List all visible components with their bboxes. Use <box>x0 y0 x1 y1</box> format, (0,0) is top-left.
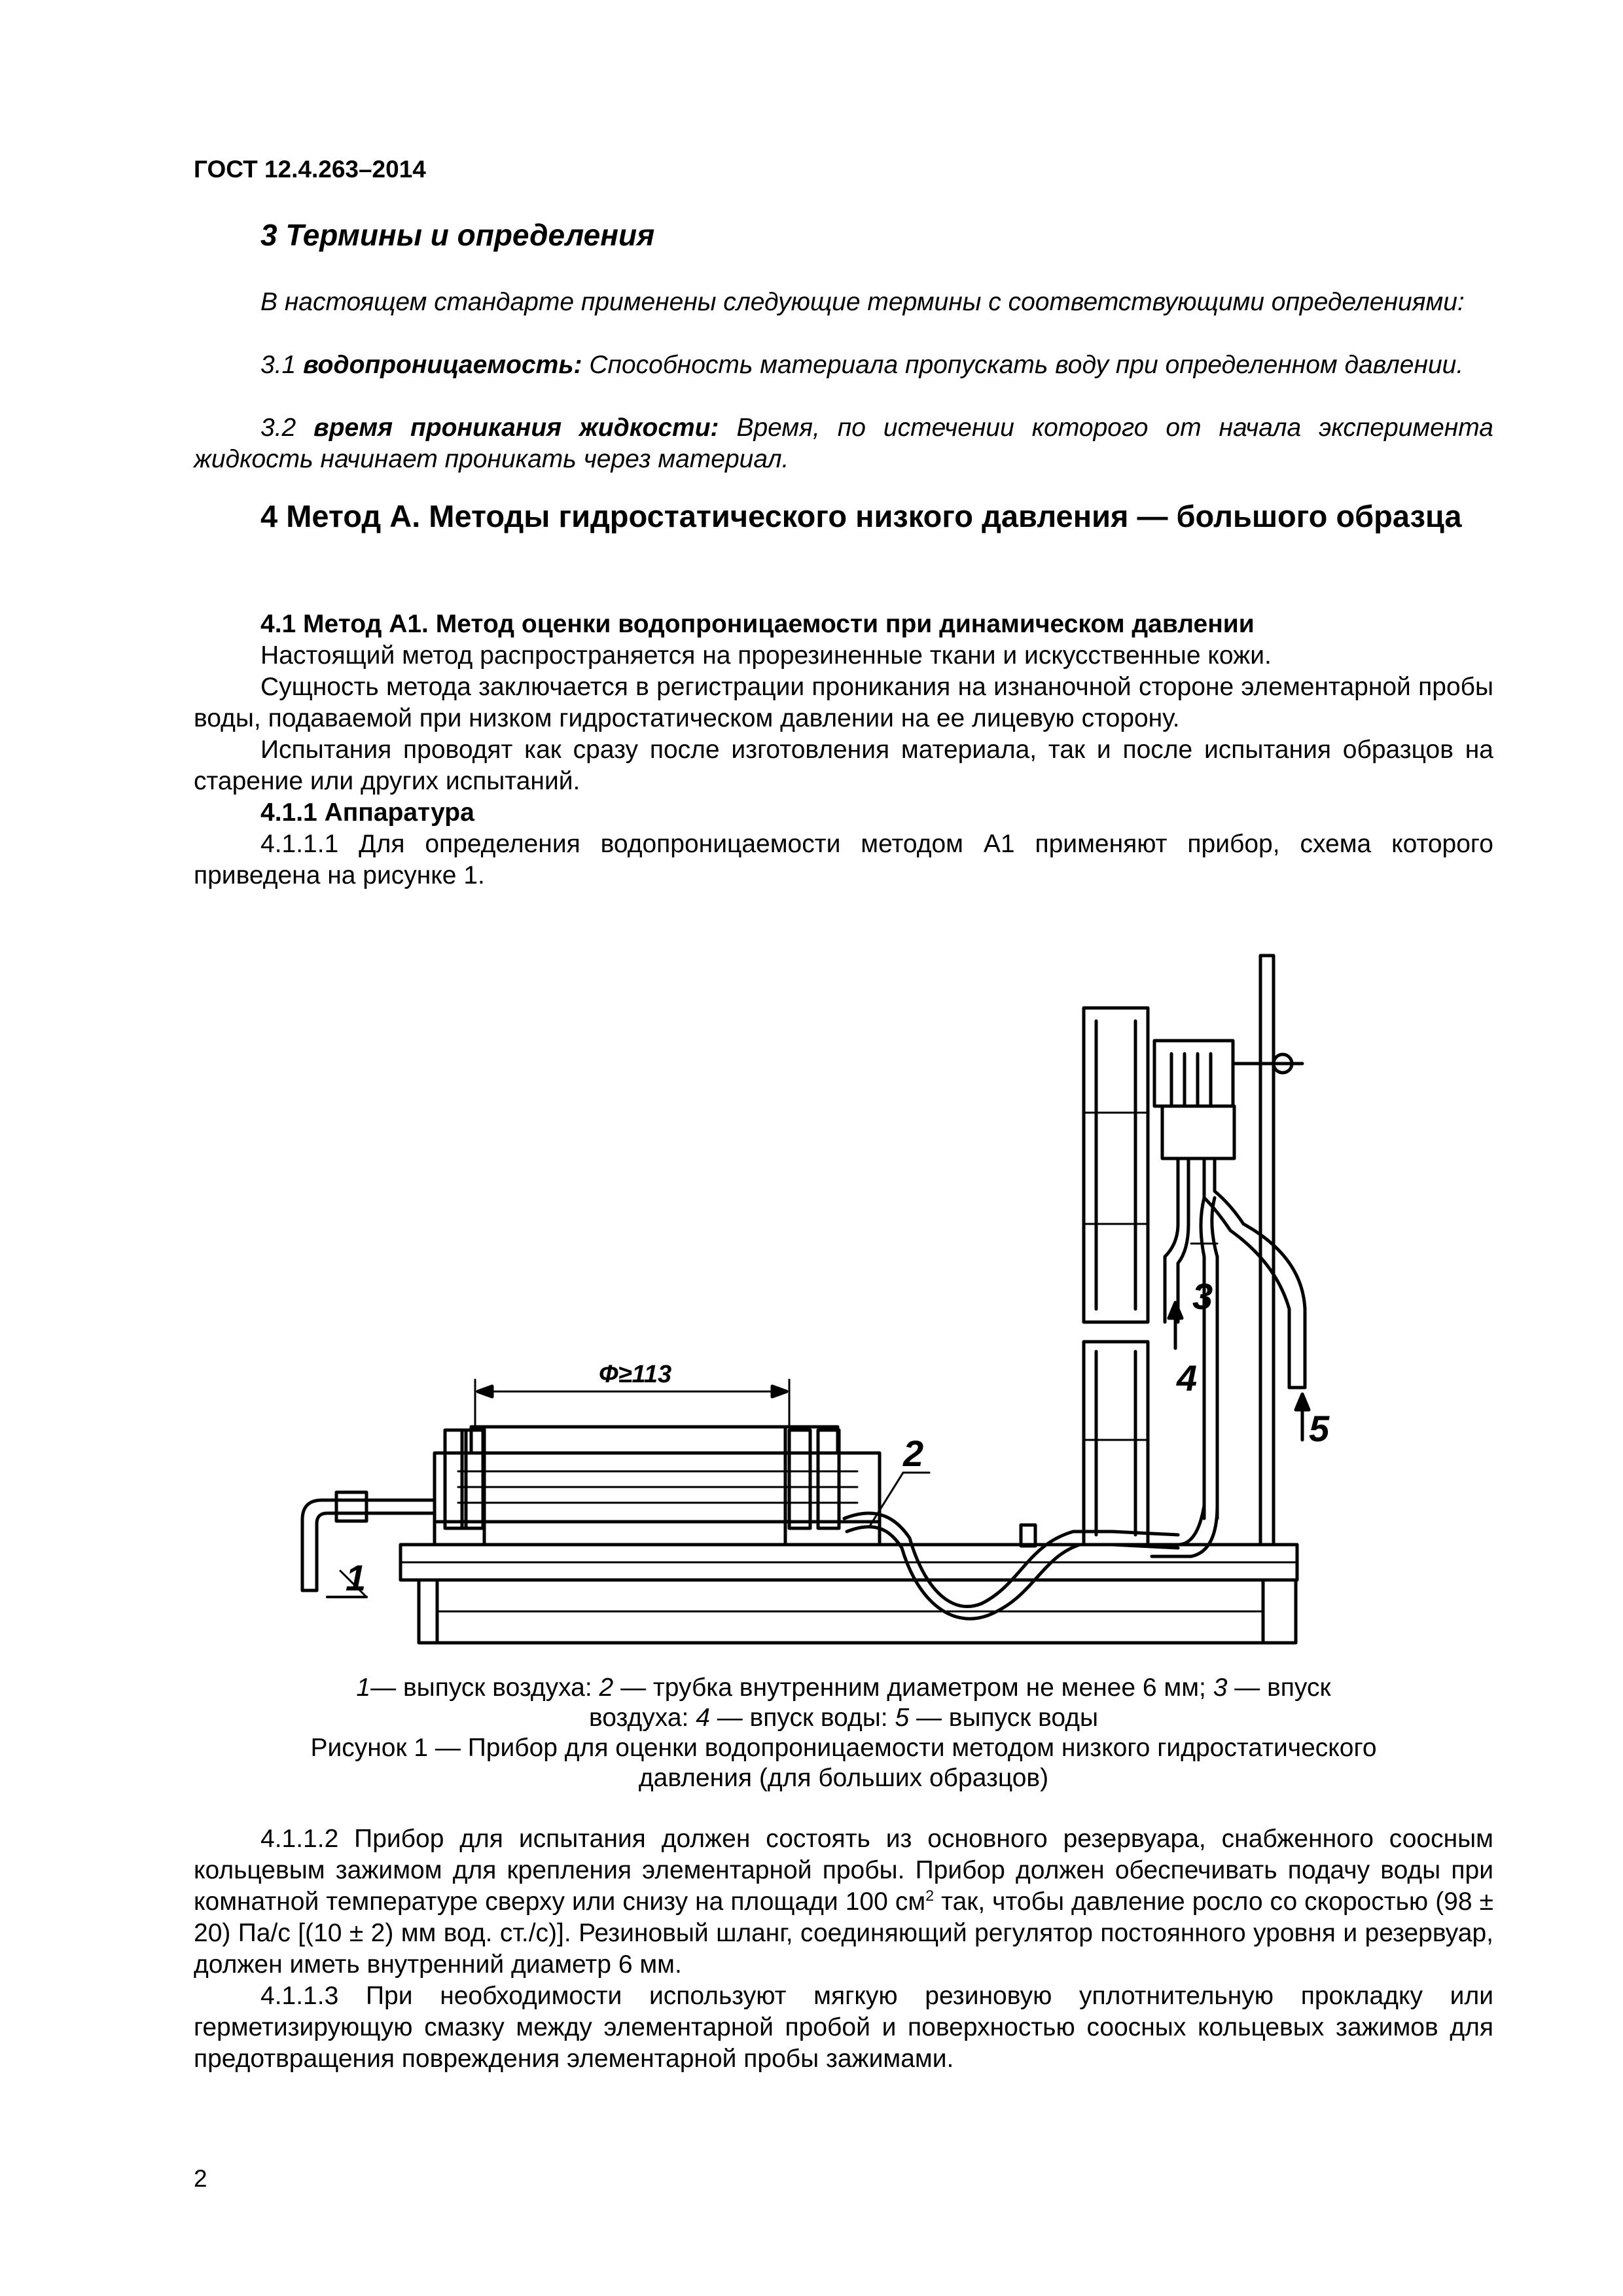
section-4-title: 4 Метод А. Методы гидростатического низкого давления — большого образца <box>260 499 1462 533</box>
term-3-1 <box>194 350 1493 381</box>
term-3-2-term: время проникания жидкости: <box>313 414 719 442</box>
paragraph-4-1-1-2 <box>194 1823 1493 1981</box>
legend-number-3: 3 <box>1213 1674 1228 1702</box>
term-3-1-number: 3.1 <box>260 351 304 379</box>
paragraph-4-1-1-2-part2: так, чтобы давление росло со скоростью (98 ± 20) Па/с [(10 ± 2) мм вод. ст./с)]. Резиновый шланг, соединяющий регулятор постоянного уровня и резервуар, должен иметь внутренний диаметр 6 мм. <box>194 1888 1493 1979</box>
figure-1-legend <box>194 1673 1493 1733</box>
section-3-title: 3 Термины и определения <box>260 218 655 252</box>
term-3-2 <box>194 412 1493 475</box>
figure-1-caption: Рисунок 1 — Прибор для оценки водопроницаемости методом низкого гидростатического давления (для больших образцов) <box>310 1734 1377 1792</box>
reservoir-lower-flange <box>435 1522 880 1545</box>
paragraph-4-1-1-2-part1: 4.1.1.2 Прибор для испытания должен состоять из основного резервуара, снабженного соосным кольцевым зажимом для крепления элементарной пробы. Прибор должен обеспечивать подачу воды при комнатной температуре сверху или снизу на площади 100 см <box>194 1825 1493 1916</box>
legend-number-5: 5 <box>895 1704 910 1732</box>
term-3-2-number: 3.2 <box>260 414 314 442</box>
subsection-4-1-1-title: 4.1.1 Аппаратура <box>260 798 474 827</box>
legend-text-5: — выпуск воды <box>909 1704 1099 1732</box>
paragraph-4-1-tests: Испытания проводят как сразу после изготовления материала, так и после испытания образцов на старение или других испытаний. <box>194 736 1493 795</box>
paragraph-4-1-essence: Сущность метода заключается в регистрации проникания на изнаночной стороне элементарной пробы воды, подаваемой при низком гидростатическом давлении на ее лицевую сторону. <box>194 673 1493 732</box>
figure-1-apparatus-drawing <box>0 916 1623 1676</box>
paragraph-4-1-1-3: 4.1.1.3 При необходимости используют мягкую резиновую уплотнительную прокладку или герметизирующую смазку между элементарной пробой и поверхностью соосных кольцевых зажимов для предотвращения повреждения элементарной пробы зажимами. <box>194 1982 1493 2073</box>
figure-label-2: 2 <box>903 1433 924 1474</box>
document-header: ГОСТ 12.4.263–2014 <box>194 156 426 183</box>
legend-number-2: 2 <box>599 1674 614 1702</box>
stand-rod <box>1260 956 1274 1545</box>
subsection-4-1-title: 4.1 Метод А1. Метод оценки водопроницаемости при динамическом давлении <box>260 610 1255 638</box>
clamp-ring <box>471 1427 838 1453</box>
term-3-1-term: водопроницаемость: <box>303 351 582 379</box>
paragraph-4-1-1-1: 4.1.1.1 Для определения водопроницаемости методом А1 применяют прибор, схема которого приведена на рисунке 1. <box>194 830 1493 889</box>
dimension-label: Ф≥113 <box>599 1361 672 1388</box>
figure-label-3: 3 <box>1192 1276 1213 1317</box>
figure-label-5: 5 <box>1309 1408 1330 1449</box>
regulator-column-upper <box>1084 1008 1148 1322</box>
term-3-1-definition: Способность материала пропускать воду при определенном давлении. <box>582 351 1464 379</box>
area-unit-exponent: 2 <box>925 1887 935 1904</box>
term-3-2-definition: Время, по истечении которого от начала эксперимента жидкость начинает проникать через материал. <box>194 414 1493 473</box>
top-vessel <box>1154 1041 1233 1106</box>
paragraph-4-1-scope: Настоящий метод распространяется на прорезиненные ткани и искусственные кожи. <box>260 641 1272 670</box>
legend-text-2: — трубка внутренним диаметром не менее 6 мм; <box>613 1674 1213 1702</box>
figure-label-1: 1 <box>346 1557 366 1598</box>
legend-number-1: 1 <box>356 1674 371 1702</box>
regulator-column-lower <box>1084 1342 1148 1545</box>
legend-text-3: — впуск воздуха: <box>588 1674 1331 1732</box>
section-3-intro: В настоящем стандарте применены следующие термины с соответствующими определениями: <box>260 288 1465 316</box>
legend-number-4: 4 <box>696 1704 710 1732</box>
page-number: 2 <box>194 2165 207 2192</box>
legend-text-1: — выпуск воздуха: <box>370 1674 599 1702</box>
figure-label-4: 4 <box>1177 1357 1198 1399</box>
legend-text-4: — впуск воды: <box>709 1704 895 1732</box>
